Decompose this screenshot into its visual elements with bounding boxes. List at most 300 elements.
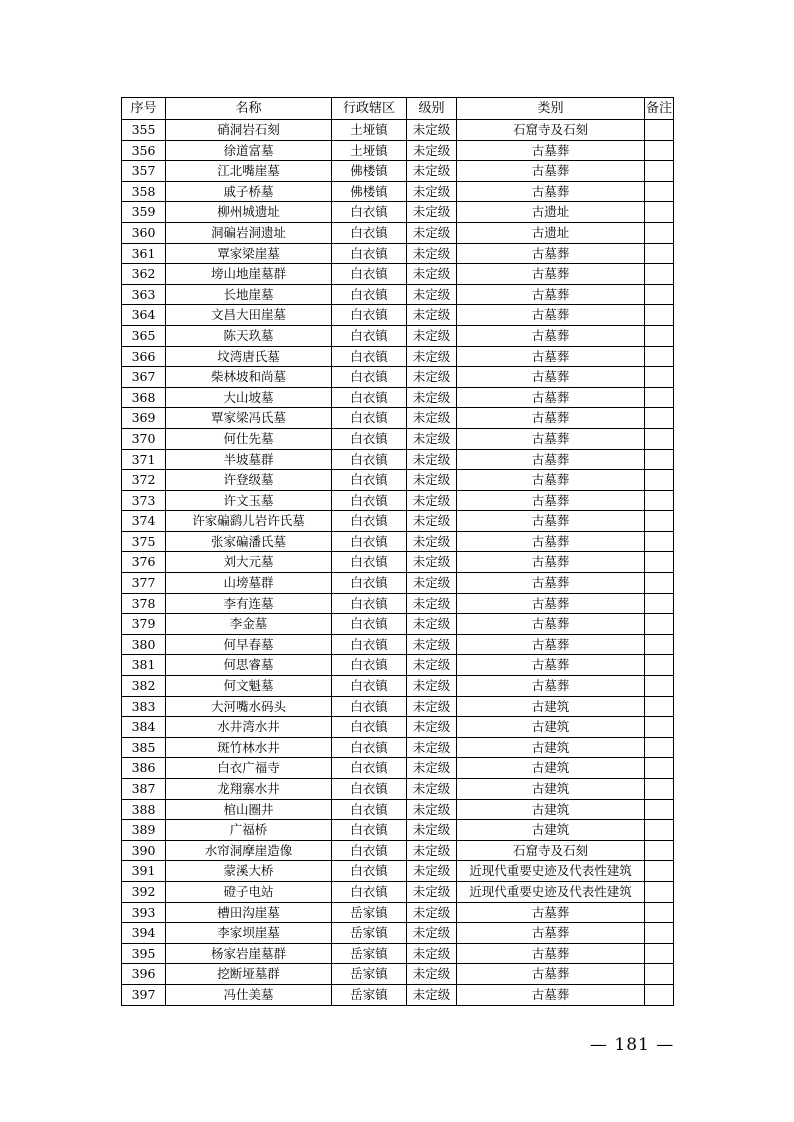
table-row (122, 737, 674, 758)
cell-serial: 391 (122, 861, 166, 882)
cell-serial: 361 (122, 243, 166, 264)
cell-remarks (645, 573, 674, 594)
cell-remarks (645, 634, 674, 655)
cell-category: 古墓葬 (457, 140, 645, 161)
cell-name: 柴林坡和尚墓 (166, 367, 332, 388)
cell-serial: 355 (122, 120, 166, 141)
header-jurisdiction: 行政辖区 (332, 98, 407, 120)
cell-jurisdiction: 白衣镇 (332, 449, 407, 470)
cell-name: 徐道富墓 (166, 140, 332, 161)
cell-serial: 383 (122, 696, 166, 717)
cell-serial: 376 (122, 552, 166, 573)
cell-serial: 359 (122, 202, 166, 223)
cell-serial: 395 (122, 943, 166, 964)
cell-name: 许登级墓 (166, 470, 332, 491)
cell-serial: 372 (122, 470, 166, 491)
cell-category: 古墓葬 (457, 243, 645, 264)
cell-name: 白衣广福寺 (166, 758, 332, 779)
table-row (122, 387, 674, 408)
cell-name: 塝山地崖墓群 (166, 264, 332, 285)
cell-serial: 360 (122, 222, 166, 243)
cell-jurisdiction: 白衣镇 (332, 634, 407, 655)
cell-remarks (645, 490, 674, 511)
cell-level: 未定级 (407, 490, 457, 511)
cell-category: 古墓葬 (457, 923, 645, 944)
cell-remarks (645, 264, 674, 285)
cell-level: 未定级 (407, 902, 457, 923)
cell-jurisdiction: 岳家镇 (332, 964, 407, 985)
cell-level: 未定级 (407, 264, 457, 285)
cell-name: 水帘洞摩崖造像 (166, 840, 332, 861)
cell-level: 未定级 (407, 284, 457, 305)
cell-category: 古墓葬 (457, 325, 645, 346)
table-row (122, 202, 674, 223)
cell-level: 未定级 (407, 305, 457, 326)
table-row (122, 325, 674, 346)
cell-category: 古墓葬 (457, 552, 645, 573)
cell-jurisdiction: 白衣镇 (332, 676, 407, 697)
table-row (122, 408, 674, 429)
heritage-list-table (121, 97, 674, 1006)
cell-level: 未定级 (407, 943, 457, 964)
cell-level: 未定级 (407, 346, 457, 367)
cell-remarks (645, 140, 674, 161)
cell-category: 古墓葬 (457, 614, 645, 635)
cell-jurisdiction: 白衣镇 (332, 820, 407, 841)
cell-name: 张家碥潘氏墓 (166, 531, 332, 552)
cell-jurisdiction: 白衣镇 (332, 490, 407, 511)
cell-jurisdiction: 白衣镇 (332, 552, 407, 573)
cell-remarks (645, 737, 674, 758)
cell-jurisdiction: 白衣镇 (332, 408, 407, 429)
cell-category: 石窟寺及石刻 (457, 120, 645, 141)
cell-remarks (645, 614, 674, 635)
cell-name: 文昌大田崖墓 (166, 305, 332, 326)
cell-jurisdiction: 白衣镇 (332, 243, 407, 264)
cell-serial: 363 (122, 284, 166, 305)
cell-level: 未定级 (407, 593, 457, 614)
cell-category: 古墓葬 (457, 902, 645, 923)
cell-name: 硝洞岩石刻 (166, 120, 332, 141)
cell-category: 石窟寺及石刻 (457, 840, 645, 861)
cell-serial: 384 (122, 717, 166, 738)
cell-remarks (645, 923, 674, 944)
cell-remarks (645, 943, 674, 964)
table-row (122, 511, 674, 532)
cell-name: 棺山圈井 (166, 799, 332, 820)
table-row (122, 222, 674, 243)
cell-level: 未定级 (407, 923, 457, 944)
cell-remarks (645, 593, 674, 614)
cell-level: 未定级 (407, 202, 457, 223)
cell-name: 坟湾唐氏墓 (166, 346, 332, 367)
cell-remarks (645, 984, 674, 1005)
cell-jurisdiction: 岳家镇 (332, 902, 407, 923)
table-row (122, 614, 674, 635)
cell-level: 未定级 (407, 614, 457, 635)
cell-level: 未定级 (407, 717, 457, 738)
cell-category: 古墓葬 (457, 346, 645, 367)
table-row (122, 120, 674, 141)
table-row (122, 881, 674, 902)
cell-serial: 370 (122, 428, 166, 449)
cell-remarks (645, 964, 674, 985)
cell-level: 未定级 (407, 140, 457, 161)
cell-name: 柳州城遗址 (166, 202, 332, 223)
cell-name: 戚子桥墓 (166, 181, 332, 202)
cell-serial: 394 (122, 923, 166, 944)
cell-name: 大河嘴水码头 (166, 696, 332, 717)
table-row (122, 840, 674, 861)
cell-remarks (645, 552, 674, 573)
cell-jurisdiction: 白衣镇 (332, 511, 407, 532)
cell-name: 李金墓 (166, 614, 332, 635)
cell-remarks (645, 120, 674, 141)
heritage-list-table-container (121, 97, 673, 1006)
cell-serial: 369 (122, 408, 166, 429)
cell-serial: 364 (122, 305, 166, 326)
cell-name: 杨家岩崖墓群 (166, 943, 332, 964)
cell-category: 古墓葬 (457, 634, 645, 655)
cell-level: 未定级 (407, 758, 457, 779)
cell-level: 未定级 (407, 325, 457, 346)
cell-remarks (645, 881, 674, 902)
cell-jurisdiction: 岳家镇 (332, 984, 407, 1005)
cell-remarks (645, 840, 674, 861)
cell-jurisdiction: 白衣镇 (332, 387, 407, 408)
cell-category: 古建筑 (457, 717, 645, 738)
cell-remarks (645, 284, 674, 305)
cell-name: 洞碥岩洞遗址 (166, 222, 332, 243)
cell-level: 未定级 (407, 737, 457, 758)
cell-level: 未定级 (407, 428, 457, 449)
cell-level: 未定级 (407, 779, 457, 800)
cell-level: 未定级 (407, 408, 457, 429)
header-category: 类别 (457, 98, 645, 120)
cell-name: 山塝墓群 (166, 573, 332, 594)
cell-name: 覃家梁崖墓 (166, 243, 332, 264)
cell-jurisdiction: 白衣镇 (332, 531, 407, 552)
cell-name: 斑竹林水井 (166, 737, 332, 758)
table-header-row (122, 98, 674, 120)
cell-level: 未定级 (407, 222, 457, 243)
cell-category: 古建筑 (457, 820, 645, 841)
cell-category: 古墓葬 (457, 943, 645, 964)
cell-jurisdiction: 白衣镇 (332, 614, 407, 635)
header-serial: 序号 (122, 98, 166, 120)
cell-jurisdiction: 白衣镇 (332, 202, 407, 223)
cell-category: 古墓葬 (457, 984, 645, 1005)
cell-serial: 389 (122, 820, 166, 841)
cell-level: 未定级 (407, 861, 457, 882)
cell-category: 古墓葬 (457, 387, 645, 408)
cell-level: 未定级 (407, 387, 457, 408)
table-row (122, 264, 674, 285)
cell-serial: 392 (122, 881, 166, 902)
cell-serial: 380 (122, 634, 166, 655)
table-row (122, 346, 674, 367)
cell-remarks (645, 243, 674, 264)
cell-name: 许家碥鹞儿岩许氏墓 (166, 511, 332, 532)
cell-jurisdiction: 白衣镇 (332, 758, 407, 779)
cell-serial: 379 (122, 614, 166, 635)
cell-name: 李家坝崖墓 (166, 923, 332, 944)
cell-serial: 368 (122, 387, 166, 408)
cell-serial: 388 (122, 799, 166, 820)
cell-name: 刘大元墓 (166, 552, 332, 573)
cell-level: 未定级 (407, 820, 457, 841)
cell-serial: 397 (122, 984, 166, 1005)
cell-serial: 396 (122, 964, 166, 985)
cell-category: 古墓葬 (457, 367, 645, 388)
table-body (122, 120, 674, 1006)
cell-name: 何早春墓 (166, 634, 332, 655)
cell-jurisdiction: 白衣镇 (332, 222, 407, 243)
cell-serial: 386 (122, 758, 166, 779)
cell-category: 近现代重要史迹及代表性建筑 (457, 881, 645, 902)
cell-level: 未定级 (407, 676, 457, 697)
header-remarks: 备注 (645, 98, 674, 120)
cell-remarks (645, 799, 674, 820)
cell-level: 未定级 (407, 964, 457, 985)
cell-level: 未定级 (407, 840, 457, 861)
cell-remarks (645, 305, 674, 326)
cell-name: 李有连墓 (166, 593, 332, 614)
cell-category: 古墓葬 (457, 593, 645, 614)
cell-jurisdiction: 白衣镇 (332, 573, 407, 594)
table-row (122, 758, 674, 779)
cell-remarks (645, 367, 674, 388)
cell-remarks (645, 161, 674, 182)
cell-category: 古建筑 (457, 696, 645, 717)
cell-remarks (645, 346, 674, 367)
cell-remarks (645, 779, 674, 800)
cell-jurisdiction: 白衣镇 (332, 861, 407, 882)
table-row (122, 531, 674, 552)
cell-jurisdiction: 白衣镇 (332, 779, 407, 800)
cell-level: 未定级 (407, 984, 457, 1005)
cell-remarks (645, 202, 674, 223)
cell-remarks (645, 531, 674, 552)
cell-jurisdiction: 白衣镇 (332, 470, 407, 491)
table-row (122, 655, 674, 676)
cell-remarks (645, 428, 674, 449)
cell-jurisdiction: 白衣镇 (332, 305, 407, 326)
table-row (122, 284, 674, 305)
table-row (122, 428, 674, 449)
cell-level: 未定级 (407, 449, 457, 470)
cell-remarks (645, 717, 674, 738)
cell-category: 古遗址 (457, 202, 645, 223)
cell-serial: 374 (122, 511, 166, 532)
cell-serial: 358 (122, 181, 166, 202)
cell-remarks (645, 820, 674, 841)
cell-remarks (645, 758, 674, 779)
cell-category: 古墓葬 (457, 470, 645, 491)
cell-name: 何思睿墓 (166, 655, 332, 676)
cell-category: 古墓葬 (457, 964, 645, 985)
cell-name: 半坡墓群 (166, 449, 332, 470)
cell-level: 未定级 (407, 511, 457, 532)
table-row (122, 634, 674, 655)
cell-jurisdiction: 白衣镇 (332, 367, 407, 388)
cell-category: 古建筑 (457, 737, 645, 758)
cell-name: 冯仕美墓 (166, 984, 332, 1005)
table-row (122, 820, 674, 841)
cell-serial: 377 (122, 573, 166, 594)
cell-name: 江北嘴崖墓 (166, 161, 332, 182)
cell-level: 未定级 (407, 573, 457, 594)
cell-name: 龙翔寨水井 (166, 779, 332, 800)
cell-jurisdiction: 佛楼镇 (332, 161, 407, 182)
cell-category: 古墓葬 (457, 181, 645, 202)
table-row (122, 449, 674, 470)
cell-jurisdiction: 土垭镇 (332, 120, 407, 141)
cell-serial: 382 (122, 676, 166, 697)
cell-name: 许文玉墓 (166, 490, 332, 511)
cell-category: 古遗址 (457, 222, 645, 243)
table-row (122, 676, 674, 697)
cell-category: 古墓葬 (457, 573, 645, 594)
cell-category: 古建筑 (457, 758, 645, 779)
cell-serial: 385 (122, 737, 166, 758)
cell-category: 古墓葬 (457, 531, 645, 552)
cell-serial: 371 (122, 449, 166, 470)
cell-category: 古墓葬 (457, 428, 645, 449)
cell-remarks (645, 387, 674, 408)
cell-name: 大山坡墓 (166, 387, 332, 408)
cell-serial: 387 (122, 779, 166, 800)
cell-level: 未定级 (407, 655, 457, 676)
cell-remarks (645, 449, 674, 470)
cell-serial: 365 (122, 325, 166, 346)
cell-remarks (645, 470, 674, 491)
cell-name: 何仕先墓 (166, 428, 332, 449)
cell-jurisdiction: 白衣镇 (332, 881, 407, 902)
cell-name: 挖断垭墓群 (166, 964, 332, 985)
cell-remarks (645, 655, 674, 676)
cell-category: 古建筑 (457, 799, 645, 820)
cell-serial: 356 (122, 140, 166, 161)
table-row (122, 490, 674, 511)
cell-category: 古墓葬 (457, 284, 645, 305)
cell-remarks (645, 325, 674, 346)
cell-jurisdiction: 白衣镇 (332, 428, 407, 449)
cell-jurisdiction: 白衣镇 (332, 840, 407, 861)
cell-remarks (645, 861, 674, 882)
cell-name: 广福桥 (166, 820, 332, 841)
cell-serial: 366 (122, 346, 166, 367)
table-row (122, 923, 674, 944)
cell-category: 古墓葬 (457, 449, 645, 470)
cell-serial: 393 (122, 902, 166, 923)
cell-remarks (645, 902, 674, 923)
table-row (122, 799, 674, 820)
cell-category: 近现代重要史迹及代表性建筑 (457, 861, 645, 882)
table-row (122, 964, 674, 985)
cell-jurisdiction: 白衣镇 (332, 325, 407, 346)
cell-jurisdiction: 白衣镇 (332, 346, 407, 367)
cell-serial: 378 (122, 593, 166, 614)
table-row (122, 902, 674, 923)
cell-serial: 381 (122, 655, 166, 676)
page-number: — 181 — (590, 1035, 675, 1055)
header-name: 名称 (166, 98, 332, 120)
cell-remarks (645, 222, 674, 243)
cell-category: 古墓葬 (457, 511, 645, 532)
cell-serial: 390 (122, 840, 166, 861)
cell-category: 古墓葬 (457, 408, 645, 429)
table-row (122, 984, 674, 1005)
cell-remarks (645, 511, 674, 532)
cell-remarks (645, 696, 674, 717)
table-row (122, 779, 674, 800)
table-row (122, 140, 674, 161)
cell-level: 未定级 (407, 696, 457, 717)
cell-jurisdiction: 土垭镇 (332, 140, 407, 161)
cell-jurisdiction: 白衣镇 (332, 264, 407, 285)
cell-serial: 357 (122, 161, 166, 182)
cell-level: 未定级 (407, 243, 457, 264)
cell-level: 未定级 (407, 531, 457, 552)
table-row (122, 181, 674, 202)
table-row (122, 470, 674, 491)
cell-jurisdiction: 佛楼镇 (332, 181, 407, 202)
table-row (122, 593, 674, 614)
cell-level: 未定级 (407, 552, 457, 573)
cell-name: 覃家梁冯氏墓 (166, 408, 332, 429)
cell-serial: 362 (122, 264, 166, 285)
cell-name: 何文魁墓 (166, 676, 332, 697)
cell-name: 磴子电站 (166, 881, 332, 902)
cell-level: 未定级 (407, 799, 457, 820)
cell-jurisdiction: 白衣镇 (332, 593, 407, 614)
cell-serial: 367 (122, 367, 166, 388)
cell-name: 蒙溪大桥 (166, 861, 332, 882)
cell-jurisdiction: 白衣镇 (332, 696, 407, 717)
table-row (122, 552, 674, 573)
cell-name: 槽田沟崖墓 (166, 902, 332, 923)
cell-remarks (645, 408, 674, 429)
cell-remarks (645, 676, 674, 697)
cell-jurisdiction: 白衣镇 (332, 284, 407, 305)
table-row (122, 161, 674, 182)
cell-serial: 375 (122, 531, 166, 552)
table-row (122, 573, 674, 594)
table-row (122, 717, 674, 738)
cell-level: 未定级 (407, 120, 457, 141)
table-row (122, 696, 674, 717)
table-row (122, 943, 674, 964)
cell-category: 古墓葬 (457, 305, 645, 326)
cell-serial: 373 (122, 490, 166, 511)
cell-jurisdiction: 岳家镇 (332, 923, 407, 944)
cell-name: 水井湾水井 (166, 717, 332, 738)
cell-jurisdiction: 岳家镇 (332, 943, 407, 964)
cell-category: 古墓葬 (457, 490, 645, 511)
cell-level: 未定级 (407, 634, 457, 655)
cell-name: 长地崖墓 (166, 284, 332, 305)
cell-remarks (645, 181, 674, 202)
cell-category: 古墓葬 (457, 264, 645, 285)
cell-jurisdiction: 白衣镇 (332, 717, 407, 738)
cell-jurisdiction: 白衣镇 (332, 737, 407, 758)
table-row (122, 367, 674, 388)
cell-level: 未定级 (407, 470, 457, 491)
cell-level: 未定级 (407, 881, 457, 902)
cell-jurisdiction: 白衣镇 (332, 655, 407, 676)
cell-category: 古墓葬 (457, 676, 645, 697)
